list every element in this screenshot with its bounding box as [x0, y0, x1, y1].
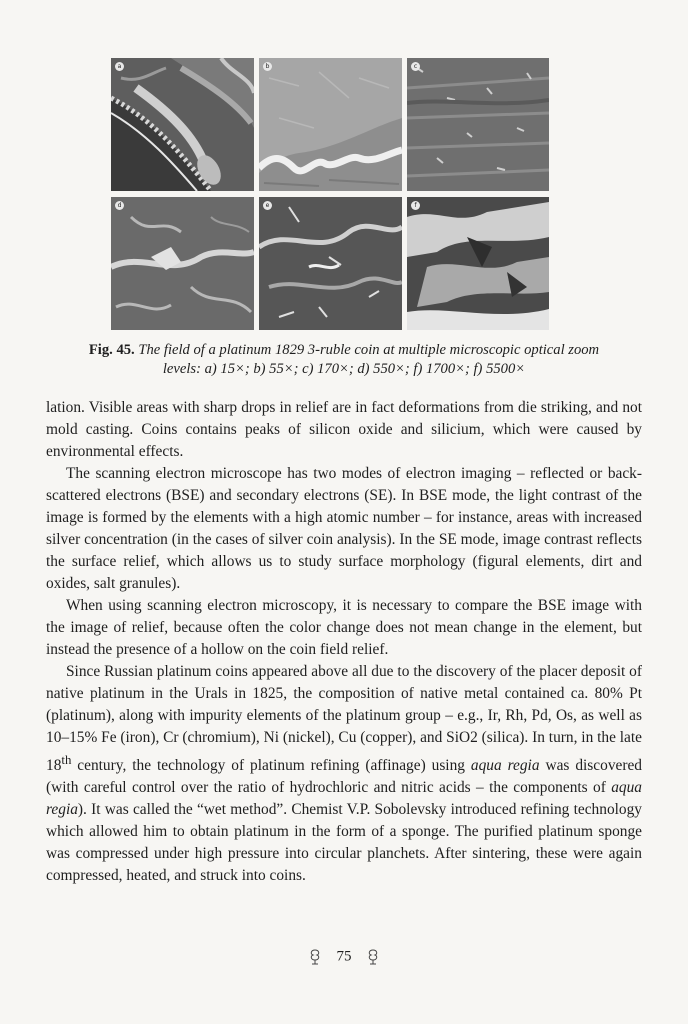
figure-number: Fig. 45. — [88, 342, 135, 358]
figure-caption — [40, 341, 648, 379]
superscript-th: th — [61, 753, 72, 767]
micrograph-panel-e — [259, 197, 402, 330]
aqua-regia-term-2: aqua regia — [46, 779, 642, 819]
panel-label-e: e — [263, 201, 272, 210]
paragraph-1: lation. Visible areas with sharp drops in relief are in fact deformations from die striking, and not mold casting. Coins contains peaks of silicon oxide and silicium, which were caused by environmental effects. — [46, 399, 642, 460]
body-text — [46, 397, 642, 887]
panel-label-c: c — [411, 62, 420, 71]
micrograph-figure — [111, 58, 549, 330]
micrograph-panel-b — [259, 58, 402, 191]
ornament-left-icon — [307, 948, 323, 966]
caption-line-1: The field of a platinum 1829 3-ruble coin at multiple microscopic optical zoom — [138, 342, 600, 358]
paragraph-3: When using scanning electron microscopy, it is necessary to compare the BSE image with the image of relief, because often the color change does not mean change in the element, but instead the presence of a hollow on the coin field relief. — [46, 597, 642, 658]
ornament-right-icon — [365, 948, 381, 966]
micrograph-panel-d — [111, 197, 254, 330]
caption-line-2: levels: a) 15×; b) 55×; c) 170×; d) 550×; f) 1700×; f) 5500× — [162, 361, 526, 377]
micrograph-panel-f — [407, 197, 549, 330]
paragraph-4-part-a: Since Russian platinum coins appeared above all due to the discovery of the placer deposit of native platinum in the Urals in 1825, the composition of native metal contained ca. 80% Pt (platinum), along with impurity elements of the platinum group – e.g., Ir, Rh, Pd, Os, as well as 10–15% Fe (iron), Cr (chromium), Ni (nickel), Cu (copper), and SiO2 (silica). In turn, in the late 18 — [46, 663, 642, 775]
aqua-regia-term-1: aqua regia — [470, 757, 540, 775]
micrograph-panel-a — [111, 58, 254, 191]
paragraph-4-part-b: century, the technology of platinum refining (affinage) using — [71, 757, 471, 775]
paragraph-4-part-c: was discovered (with careful control over the ratio of hydrochloric and nitric acids – the components of — [46, 757, 643, 797]
paragraph-4-part-d: ). It was called the “wet method”. Chemist V.P. Sobolevsky introduced refining technology which allowed him to obtain platinum in the form of a sponge. The purified platinum sponge was compressed under high pressure into circular planchets. After sintering, these were again compressed, heated, and struck into coins. — [46, 801, 642, 885]
micrograph-panel-c — [407, 58, 549, 191]
page-footer — [0, 948, 688, 966]
panel-label-f: f — [411, 201, 420, 210]
paragraph-4 — [46, 661, 642, 887]
paragraph-2: The scanning electron microscope has two modes of electron imaging – reflected or back-scattered electrons (BSE) and secondary electrons (SE). In BSE mode, the light contrast of the image is formed by the elements with a high atomic number – for instance, areas with increased silver concentration (in the cases of silver coin analysis). In the SE mode, image contrast reflects the surface relief, which allows us to study surface morphology (figural elements, dirt and oxides, salt granules). — [46, 465, 642, 592]
page-number: 75 — [336, 948, 352, 965]
panel-label-d: d — [115, 201, 124, 210]
panel-label-a: a — [115, 62, 124, 71]
panel-label-b: b — [263, 62, 272, 71]
